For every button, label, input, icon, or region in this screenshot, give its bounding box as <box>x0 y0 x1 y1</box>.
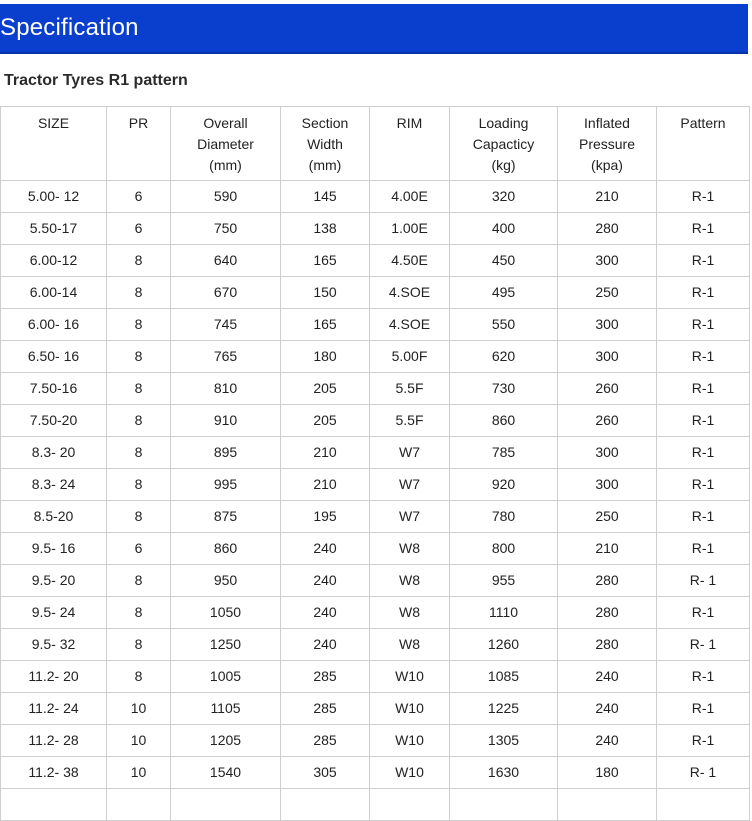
table-row <box>1 405 750 437</box>
cell-pr: 8 <box>107 469 171 501</box>
cell-pattern: R-1 <box>657 661 750 693</box>
page-title: Specification <box>0 14 139 41</box>
cell-pr: 8 <box>107 373 171 405</box>
column-header-line: Overall <box>203 115 248 131</box>
table-row <box>1 629 750 661</box>
column-header-overall-diameter <box>171 107 281 181</box>
column-header-line: (mm) <box>209 157 242 173</box>
cell-loading-capacity: 495 <box>450 277 558 309</box>
cell-rim: 5.5F <box>370 373 450 405</box>
cell-rim: W10 <box>370 661 450 693</box>
cell-pattern: R-1 <box>657 469 750 501</box>
cell-pr: 8 <box>107 341 171 373</box>
cell-pattern: R-1 <box>657 693 750 725</box>
cell-size: 6.00-12 <box>1 245 107 277</box>
table-header-row <box>1 107 750 181</box>
cell-pattern: R-1 <box>657 309 750 341</box>
table-row <box>1 725 750 757</box>
cell-overall-diameter: 1540 <box>171 757 281 789</box>
column-header-line: Pattern <box>680 115 726 131</box>
cell-overall-diameter: 1205 <box>171 725 281 757</box>
table-row <box>1 501 750 533</box>
cell-size: 5.50-17 <box>1 213 107 245</box>
cell-size: 8.3- 24 <box>1 469 107 501</box>
cell-section-width: 285 <box>281 693 370 725</box>
cell-inflated-pressure: 280 <box>558 565 657 597</box>
cell-inflated-pressure: 240 <box>558 661 657 693</box>
cell-pr: 6 <box>107 533 171 565</box>
cell-pr: 8 <box>107 309 171 341</box>
cell-rim: W8 <box>370 533 450 565</box>
cell-rim: 4.SOE <box>370 277 450 309</box>
cell-overall-diameter: 590 <box>171 181 281 213</box>
column-header-line: (mm) <box>308 157 342 173</box>
table-row <box>1 597 750 629</box>
cell-loading-capacity: 955 <box>450 565 558 597</box>
table-body <box>1 181 750 821</box>
cell-size: 6.50- 16 <box>1 341 107 373</box>
cell-rim: 5.00F <box>370 341 450 373</box>
cell-section-width: 210 <box>281 437 370 469</box>
spec-table <box>0 106 750 821</box>
column-header-line: (kg) <box>491 157 516 173</box>
cell-size: 7.50-20 <box>1 405 107 437</box>
cell-section-width: 285 <box>281 725 370 757</box>
cell-size: 11.2- 38 <box>1 757 107 789</box>
column-header-pattern <box>657 107 750 181</box>
cell-section-width: 205 <box>281 373 370 405</box>
cell-rim: 4.SOE <box>370 309 450 341</box>
cell-loading-capacity: 1225 <box>450 693 558 725</box>
cell-overall-diameter: 1050 <box>171 597 281 629</box>
cell-pr: 8 <box>107 277 171 309</box>
cell-rim: W10 <box>370 725 450 757</box>
column-header-line: Width <box>307 136 343 152</box>
table-row <box>1 789 750 821</box>
column-header-size <box>1 107 107 181</box>
cell-size: 9.5- 32 <box>1 629 107 661</box>
cell-section-width: 240 <box>281 629 370 661</box>
cell-section-width: 285 <box>281 661 370 693</box>
cell-loading-capacity: 620 <box>450 341 558 373</box>
cell-size: 9.5- 20 <box>1 565 107 597</box>
cell-rim: 4.00E <box>370 181 450 213</box>
cell-size: 8.3- 20 <box>1 437 107 469</box>
cell-loading-capacity: 450 <box>450 245 558 277</box>
table-row <box>1 565 750 597</box>
cell-section-width: 240 <box>281 533 370 565</box>
cell-pattern <box>657 789 750 821</box>
cell-size: 11.2- 28 <box>1 725 107 757</box>
page-header <box>0 4 748 54</box>
cell-section-width: 305 <box>281 757 370 789</box>
cell-pr: 8 <box>107 437 171 469</box>
cell-size: 8.5-20 <box>1 501 107 533</box>
table-row <box>1 309 750 341</box>
cell-pr: 8 <box>107 565 171 597</box>
cell-pattern: R-1 <box>657 277 750 309</box>
cell-inflated-pressure: 280 <box>558 597 657 629</box>
cell-overall-diameter: 670 <box>171 277 281 309</box>
cell-loading-capacity: 785 <box>450 437 558 469</box>
cell-pr: 6 <box>107 181 171 213</box>
cell-loading-capacity: 1305 <box>450 725 558 757</box>
cell-inflated-pressure: 280 <box>558 629 657 661</box>
cell-loading-capacity: 400 <box>450 213 558 245</box>
cell-inflated-pressure: 260 <box>558 405 657 437</box>
cell-loading-capacity: 780 <box>450 501 558 533</box>
cell-pr: 10 <box>107 693 171 725</box>
column-header-line: Loading <box>478 115 529 131</box>
cell-section-width: 205 <box>281 405 370 437</box>
cell-overall-diameter: 1005 <box>171 661 281 693</box>
cell-overall-diameter: 745 <box>171 309 281 341</box>
column-header-inflated-pressure <box>558 107 657 181</box>
cell-section-width: 150 <box>281 277 370 309</box>
cell-pr: 8 <box>107 661 171 693</box>
cell-size: 6.00-14 <box>1 277 107 309</box>
cell-pattern: R- 1 <box>657 565 750 597</box>
cell-loading-capacity: 1630 <box>450 757 558 789</box>
cell-section-width: 195 <box>281 501 370 533</box>
cell-section-width: 240 <box>281 597 370 629</box>
cell-rim: W7 <box>370 501 450 533</box>
cell-pr: 10 <box>107 757 171 789</box>
cell-inflated-pressure: 300 <box>558 245 657 277</box>
cell-overall-diameter: 995 <box>171 469 281 501</box>
column-header-line: PR <box>128 115 149 131</box>
column-header-rim <box>370 107 450 181</box>
cell-loading-capacity: 800 <box>450 533 558 565</box>
column-header-line: Diameter <box>197 136 254 152</box>
cell-inflated-pressure: 180 <box>558 757 657 789</box>
cell-pattern: R-1 <box>657 181 750 213</box>
column-header-line: Capacticy <box>472 136 535 152</box>
cell-section-width <box>281 789 370 821</box>
cell-loading-capacity: 550 <box>450 309 558 341</box>
cell-overall-diameter: 910 <box>171 405 281 437</box>
cell-loading-capacity <box>450 789 558 821</box>
cell-overall-diameter: 950 <box>171 565 281 597</box>
cell-pr: 10 <box>107 725 171 757</box>
cell-section-width: 180 <box>281 341 370 373</box>
table-row <box>1 693 750 725</box>
cell-section-width: 210 <box>281 469 370 501</box>
column-header-section-width <box>281 107 370 181</box>
cell-rim: W8 <box>370 629 450 661</box>
cell-section-width: 138 <box>281 213 370 245</box>
cell-pr: 8 <box>107 629 171 661</box>
cell-pattern: R- 1 <box>657 757 750 789</box>
table-row <box>1 533 750 565</box>
cell-overall-diameter: 875 <box>171 501 281 533</box>
cell-pattern: R-1 <box>657 437 750 469</box>
column-header-line: Section <box>301 115 349 131</box>
table-row <box>1 213 750 245</box>
cell-overall-diameter: 640 <box>171 245 281 277</box>
cell-pr: 6 <box>107 213 171 245</box>
table-row <box>1 373 750 405</box>
cell-loading-capacity: 1260 <box>450 629 558 661</box>
cell-pattern: R-1 <box>657 533 750 565</box>
cell-loading-capacity: 730 <box>450 373 558 405</box>
cell-pattern: R-1 <box>657 341 750 373</box>
table-row <box>1 277 750 309</box>
cell-inflated-pressure: 210 <box>558 533 657 565</box>
cell-overall-diameter: 765 <box>171 341 281 373</box>
table-row <box>1 661 750 693</box>
cell-overall-diameter: 1250 <box>171 629 281 661</box>
cell-inflated-pressure: 300 <box>558 341 657 373</box>
cell-rim: 1.00E <box>370 213 450 245</box>
table-row <box>1 757 750 789</box>
cell-loading-capacity: 320 <box>450 181 558 213</box>
cell-loading-capacity: 860 <box>450 405 558 437</box>
cell-inflated-pressure: 250 <box>558 501 657 533</box>
cell-pattern: R-1 <box>657 245 750 277</box>
cell-overall-diameter: 860 <box>171 533 281 565</box>
cell-size: 5.00- 12 <box>1 181 107 213</box>
cell-rim: 5.5F <box>370 405 450 437</box>
cell-section-width: 145 <box>281 181 370 213</box>
cell-rim <box>370 789 450 821</box>
cell-section-width: 165 <box>281 309 370 341</box>
cell-rim: 4.50E <box>370 245 450 277</box>
cell-pattern: R-1 <box>657 405 750 437</box>
cell-pr: 8 <box>107 245 171 277</box>
cell-loading-capacity: 1085 <box>450 661 558 693</box>
cell-inflated-pressure: 280 <box>558 213 657 245</box>
cell-rim: W8 <box>370 565 450 597</box>
column-header-pr <box>107 107 171 181</box>
cell-pattern: R-1 <box>657 725 750 757</box>
section-title: Tractor Tyres R1 pattern <box>4 72 188 89</box>
cell-inflated-pressure: 210 <box>558 181 657 213</box>
cell-overall-diameter: 1105 <box>171 693 281 725</box>
cell-inflated-pressure: 250 <box>558 277 657 309</box>
cell-inflated-pressure: 300 <box>558 309 657 341</box>
cell-size: 9.5- 16 <box>1 533 107 565</box>
column-header-line: Pressure <box>578 136 636 152</box>
cell-pattern: R-1 <box>657 597 750 629</box>
table-row <box>1 245 750 277</box>
cell-pattern: R-1 <box>657 213 750 245</box>
cell-overall-diameter: 750 <box>171 213 281 245</box>
cell-section-width: 165 <box>281 245 370 277</box>
cell-section-width: 240 <box>281 565 370 597</box>
cell-rim: W10 <box>370 757 450 789</box>
cell-size: 7.50-16 <box>1 373 107 405</box>
column-header-line: SIZE <box>37 115 70 131</box>
table-row <box>1 469 750 501</box>
cell-pattern: R-1 <box>657 501 750 533</box>
column-header-line: (kpa) <box>591 157 623 173</box>
cell-size: 6.00- 16 <box>1 309 107 341</box>
table-row <box>1 437 750 469</box>
column-header-loading-capacity <box>450 107 558 181</box>
cell-size: 11.2- 20 <box>1 661 107 693</box>
cell-size: 11.2- 24 <box>1 693 107 725</box>
cell-rim: W7 <box>370 469 450 501</box>
table-row <box>1 341 750 373</box>
cell-overall-diameter: 895 <box>171 437 281 469</box>
cell-pr: 8 <box>107 597 171 629</box>
cell-loading-capacity: 920 <box>450 469 558 501</box>
cell-inflated-pressure: 240 <box>558 693 657 725</box>
cell-overall-diameter <box>171 789 281 821</box>
cell-pr: 8 <box>107 405 171 437</box>
cell-inflated-pressure: 300 <box>558 469 657 501</box>
cell-inflated-pressure: 240 <box>558 725 657 757</box>
cell-pr <box>107 789 171 821</box>
column-header-line: Inflated <box>584 115 630 131</box>
cell-pattern: R-1 <box>657 373 750 405</box>
cell-inflated-pressure <box>558 789 657 821</box>
cell-loading-capacity: 1110 <box>450 597 558 629</box>
table-row <box>1 181 750 213</box>
cell-rim: W7 <box>370 437 450 469</box>
cell-size <box>1 789 107 821</box>
cell-size: 9.5- 24 <box>1 597 107 629</box>
cell-pr: 8 <box>107 501 171 533</box>
cell-overall-diameter: 810 <box>171 373 281 405</box>
cell-rim: W10 <box>370 693 450 725</box>
column-header-line: RIM <box>396 115 423 131</box>
cell-inflated-pressure: 300 <box>558 437 657 469</box>
cell-inflated-pressure: 260 <box>558 373 657 405</box>
cell-rim: W8 <box>370 597 450 629</box>
cell-pattern: R- 1 <box>657 629 750 661</box>
